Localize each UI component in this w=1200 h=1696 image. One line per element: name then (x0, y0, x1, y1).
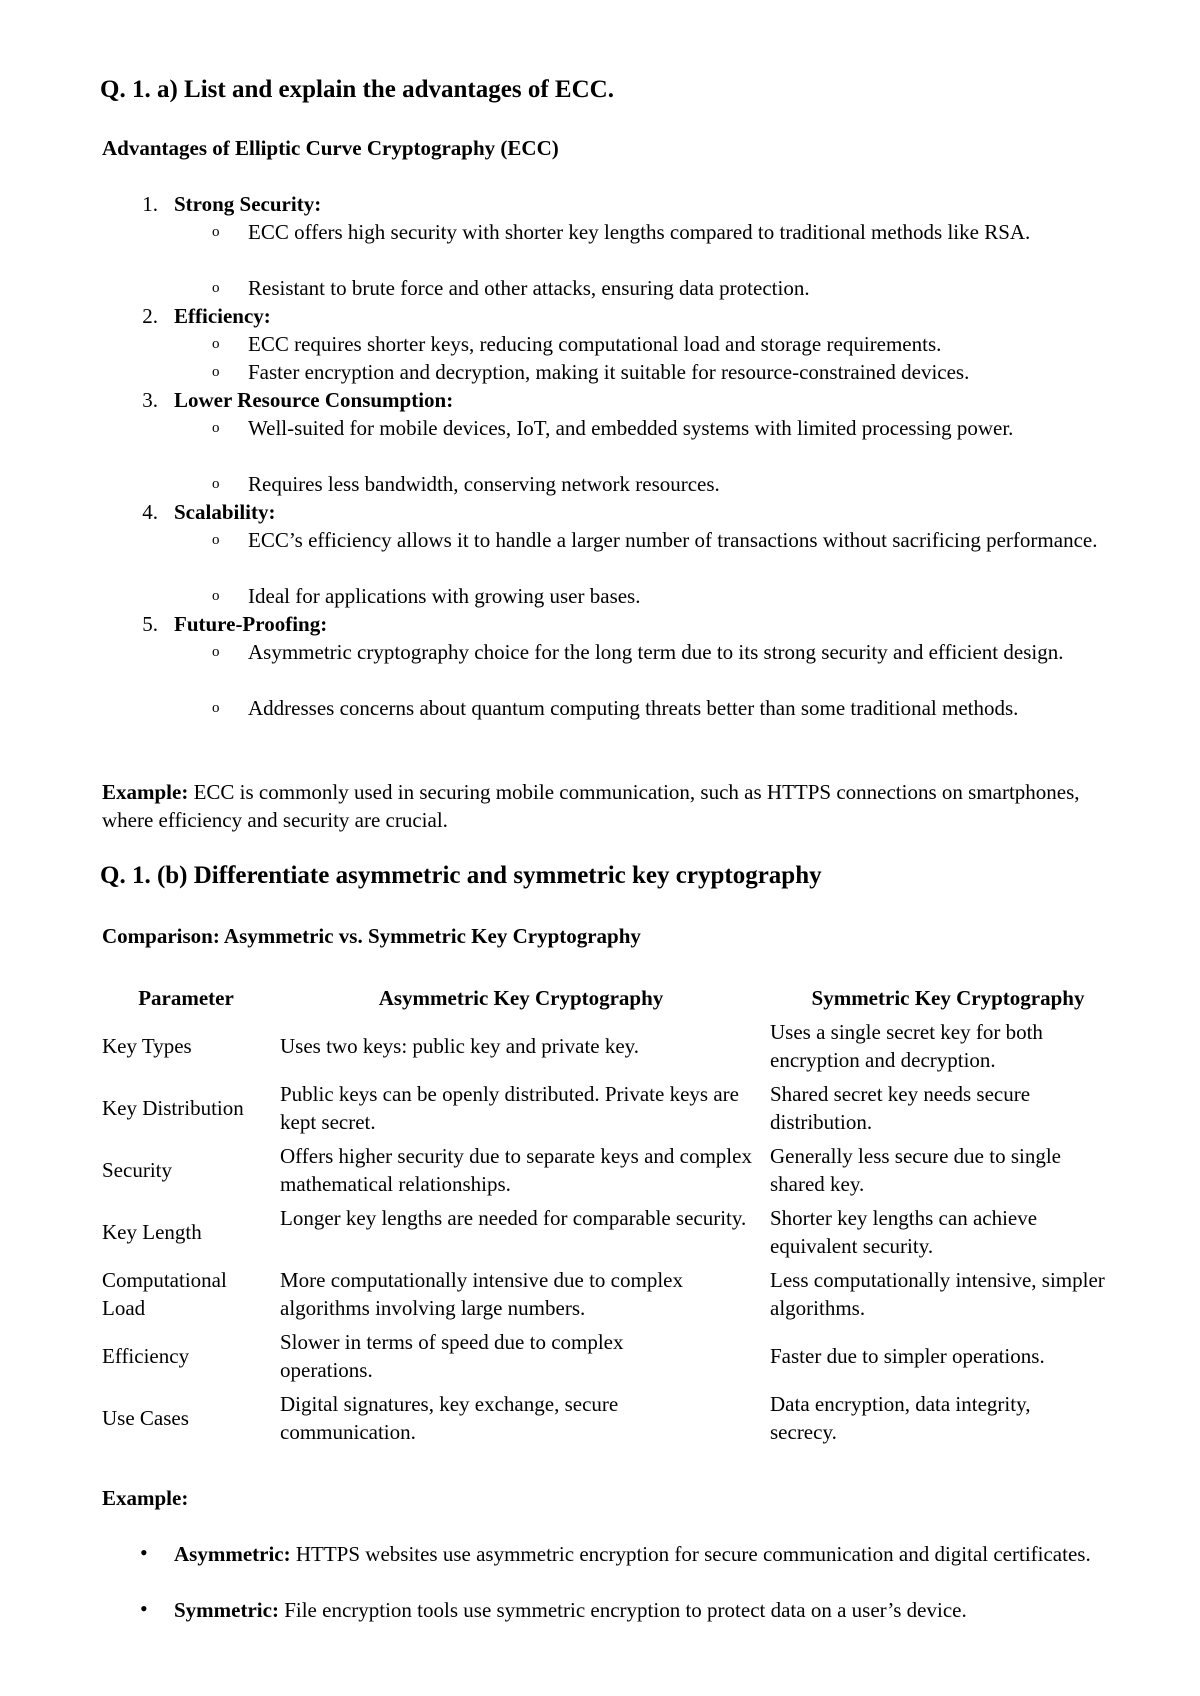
table-cell: Shared secret key needs secure distribution. (770, 1082, 1031, 1134)
table-header-parameter: Parameter (138, 986, 234, 1010)
bullet-marker: o (212, 588, 220, 604)
bullet-text: Addresses concerns about quantum computing threats better than some traditional methods. (248, 696, 1019, 720)
table-cell: Key Types (102, 1034, 192, 1058)
table-cell: Less computationally intensive, simpler algorithms. (770, 1268, 1105, 1320)
example-label: Asymmetric: (174, 1542, 291, 1566)
table-cell: Security (102, 1158, 172, 1182)
table-cell: Shorter key lengths can achieve equivalent security. (770, 1206, 1038, 1258)
table-cell: Offers higher security due to separate keys and complex mathematical relationships. (280, 1144, 752, 1196)
bullet-text: ECC offers high security with shorter key lengths compared to traditional methods like RSA. (248, 220, 1031, 244)
table-cell: Uses two keys: public key and private key. (280, 1034, 640, 1058)
table-cell: Data encryption, data integrity, secrecy. (770, 1392, 1031, 1444)
bullet-text: Ideal for applications with growing user bases. (248, 584, 641, 608)
table-cell: Efficiency (102, 1344, 190, 1368)
bullet-text: ECC’s efficiency allows it to handle a larger number of transactions without sacrificing performance. (248, 528, 1098, 552)
example-label: Example: (102, 780, 189, 804)
item-title: Strong Security: (174, 192, 322, 216)
bullet-marker: o (212, 364, 220, 380)
item-title: Scalability: (174, 500, 276, 524)
table-header-symmetric: Symmetric Key Cryptography (811, 986, 1085, 1010)
table-cell: Longer key lengths are needed for comparable security. (280, 1206, 747, 1230)
q1a-subtitle: Advantages of Elliptic Curve Cryptography (ECC) (102, 136, 559, 160)
example-text: HTTPS websites use asymmetric encryption for secure communication and digital certificates. (290, 1542, 1091, 1566)
bullet-text: Asymmetric cryptography choice for the long term due to its strong security and efficient design. (248, 640, 1064, 664)
bullet-marker: o (212, 224, 220, 240)
bullet-text: ECC requires shorter keys, reducing computational load and storage requirements. (248, 332, 942, 356)
table-cell: Digital signatures, key exchange, secure communication. (280, 1392, 619, 1444)
bullet-text: Requires less bandwidth, conserving network resources. (248, 472, 720, 496)
bullet-marker: o (212, 336, 220, 352)
item-number: 3. (142, 388, 158, 412)
table-cell: Faster due to simpler operations. (770, 1344, 1045, 1368)
example-label: Symmetric: (174, 1598, 279, 1622)
example-item-text (174, 1540, 1134, 1568)
bullet-text: Well-suited for mobile devices, IoT, and embedded systems with limited processing power. (248, 416, 1014, 440)
item-title: Future-Proofing: (174, 612, 328, 636)
table-cell: Use Cases (102, 1406, 189, 1430)
bullet-marker: o (212, 420, 220, 436)
bullet-marker: • (140, 1540, 148, 1565)
table-cell: Public keys can be openly distributed. Private keys are kept secret. (280, 1082, 739, 1134)
table-cell: Key Length (102, 1220, 202, 1244)
bullet-marker: o (212, 280, 220, 296)
q1a-title: Q. 1. a) List and explain the advantages of ECC. (100, 76, 614, 103)
bullet-marker: o (212, 644, 220, 660)
q1b-subtitle: Comparison: Asymmetric vs. Symmetric Key Cryptography (102, 924, 641, 948)
item-number: 1. (142, 192, 158, 216)
bullet-marker: o (212, 532, 220, 548)
item-number: 5. (142, 612, 158, 636)
q1b-example-heading: Example: (102, 1486, 189, 1510)
table-cell: Computational Load (102, 1268, 227, 1320)
example-item-text (174, 1596, 1134, 1624)
bullet-text: Faster encryption and decryption, making it suitable for resource-constrained devices. (248, 360, 970, 384)
table-cell: More computationally intensive due to complex algorithms involving large numbers. (280, 1268, 683, 1320)
table-cell: Generally less secure due to single shared key. (770, 1144, 1061, 1196)
bullet-marker: • (140, 1596, 148, 1621)
item-title: Efficiency: (174, 304, 271, 328)
bullet-marker: o (212, 700, 220, 716)
bullet-text: Resistant to brute force and other attacks, ensuring data protection. (248, 276, 810, 300)
item-number: 2. (142, 304, 158, 328)
q1a-example (102, 778, 1122, 834)
table-cell: Slower in terms of speed due to complex operations. (280, 1330, 624, 1382)
item-number: 4. (142, 500, 158, 524)
example-text: File encryption tools use symmetric encryption to protect data on a user’s device. (278, 1598, 967, 1622)
example-text: ECC is commonly used in securing mobile communication, such as HTTPS connections on smartphones, where efficiency and security are crucial. (102, 780, 1080, 832)
bullet-marker: o (212, 476, 220, 492)
table-cell: Uses a single secret key for both encryption and decryption. (770, 1020, 1043, 1072)
item-title: Lower Resource Consumption: (174, 388, 454, 412)
q1b-title: Q. 1. (b) Differentiate asymmetric and symmetric key cryptography (100, 862, 822, 889)
table-cell: Key Distribution (102, 1096, 244, 1120)
table-header-asymmetric: Asymmetric Key Cryptography (378, 986, 664, 1010)
